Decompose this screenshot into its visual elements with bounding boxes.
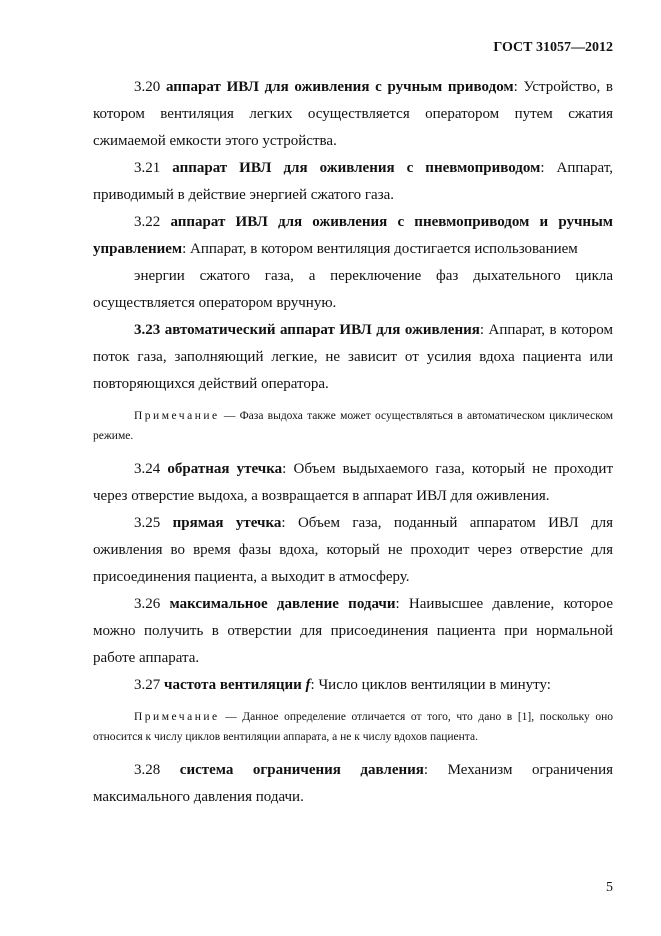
note-3-27 [93, 707, 613, 747]
item-number: 3.25 [134, 515, 161, 531]
separator: : [513, 79, 518, 95]
definition-3-24 [93, 456, 613, 510]
definition-text: Аппарат, в котором вентиляция достигается использованием [186, 241, 578, 257]
item-number: 3.28 [134, 762, 161, 778]
definition-text: Механизм ограничения максимального давления подачи. [93, 762, 613, 805]
item-number: 3.23 [134, 322, 161, 338]
term: аппарат ИВЛ для оживления с ручным приводом [165, 79, 514, 95]
term: аппарат ИВЛ для оживления с пневмоприводом [172, 160, 541, 176]
separator: : [281, 515, 286, 531]
note-text: Фаза выдоха также может осуществляться в автоматическом циклическом режиме. [93, 410, 613, 442]
definition-3-22-continuation: энергии сжатого газа, а переключение фаз дыхательного цикла осуществляется оператором вручную. [93, 268, 613, 311]
definition-3-26 [93, 591, 613, 672]
item-number: 3.21 [134, 160, 161, 176]
standard-header: ГОСТ 31057—2012 [493, 40, 613, 55]
term: аппарат ИВЛ для оживления с пневмоприводом и ручным управлением [93, 214, 614, 257]
term: автоматический аппарат ИВЛ для оживления [164, 322, 480, 338]
note-label: Примечание [134, 410, 220, 422]
item-number: 3.20 [134, 79, 161, 95]
term: прямая утечка [172, 515, 282, 531]
term: система ограничения давления [179, 762, 424, 778]
term: обратная утечка [167, 461, 283, 477]
page-number: 5 [606, 880, 613, 895]
definition-3-28 [93, 757, 613, 811]
term-symbol: f [301, 677, 311, 693]
definition-text: Объем газа, поданный аппаратом ИВЛ для оживления во время фазы вдоха, который не проходит через отверстие для присоединения пациента, а выходит в атмосферу. [93, 515, 614, 585]
definition-text: Аппарат, в котором поток газа, заполняющий легкие, не зависит от усилия вдоха пациента или повторяющихся действий оператора. [93, 322, 614, 392]
definition-3-20 [93, 74, 613, 155]
definition-3-22 [93, 209, 613, 263]
note-label: Примечание [134, 711, 220, 723]
separator: : [479, 322, 485, 338]
note-3-23 [93, 406, 613, 446]
definition-3-23 [93, 317, 613, 398]
item-number: 3.22 [134, 214, 161, 230]
term: частота вентиляции [164, 677, 302, 693]
separator: : [395, 596, 400, 612]
definition-text: Наивысшее давление, которое можно получить в отверстии для присоединения пациента при нормальной работе аппарата. [93, 596, 614, 666]
definition-text: Аппарат, приводимый в действие энергией сжатого газа. [93, 160, 614, 203]
definition-text: Число циклов вентиляции в минуту: [314, 677, 551, 693]
item-number: 3.26 [134, 596, 161, 612]
separator: : [540, 160, 545, 176]
separator: : [423, 762, 429, 778]
term: максимальное давление подачи [169, 596, 396, 612]
item-number: 3.24 [134, 461, 161, 477]
separator: : [182, 241, 187, 257]
definition-text: Объем выдыхаемого газа, который не проходит через отверстие выдоха, а возвращается в аппарат ИВЛ для оживления. [93, 461, 613, 504]
note-dash: — [219, 711, 243, 723]
definition-3-21 [93, 155, 613, 209]
note-text: Данное определение отличается от того, что дано в [1], поскольку оно относится к числу циклов вентиляции аппарата, а не к числу вдохов пациента. [93, 711, 613, 743]
item-number: 3.27 [134, 677, 161, 693]
definitions-body [93, 74, 613, 811]
definition-text: Устройство, в котором вентиляция легких осуществляется оператором путем сжатия сжимаемой емкости этого устройства. [93, 79, 613, 149]
definition-3-25 [93, 510, 613, 591]
note-dash: — [219, 410, 240, 422]
separator: : [282, 461, 287, 477]
definition-3-27 [93, 672, 613, 699]
separator: : [310, 677, 315, 693]
